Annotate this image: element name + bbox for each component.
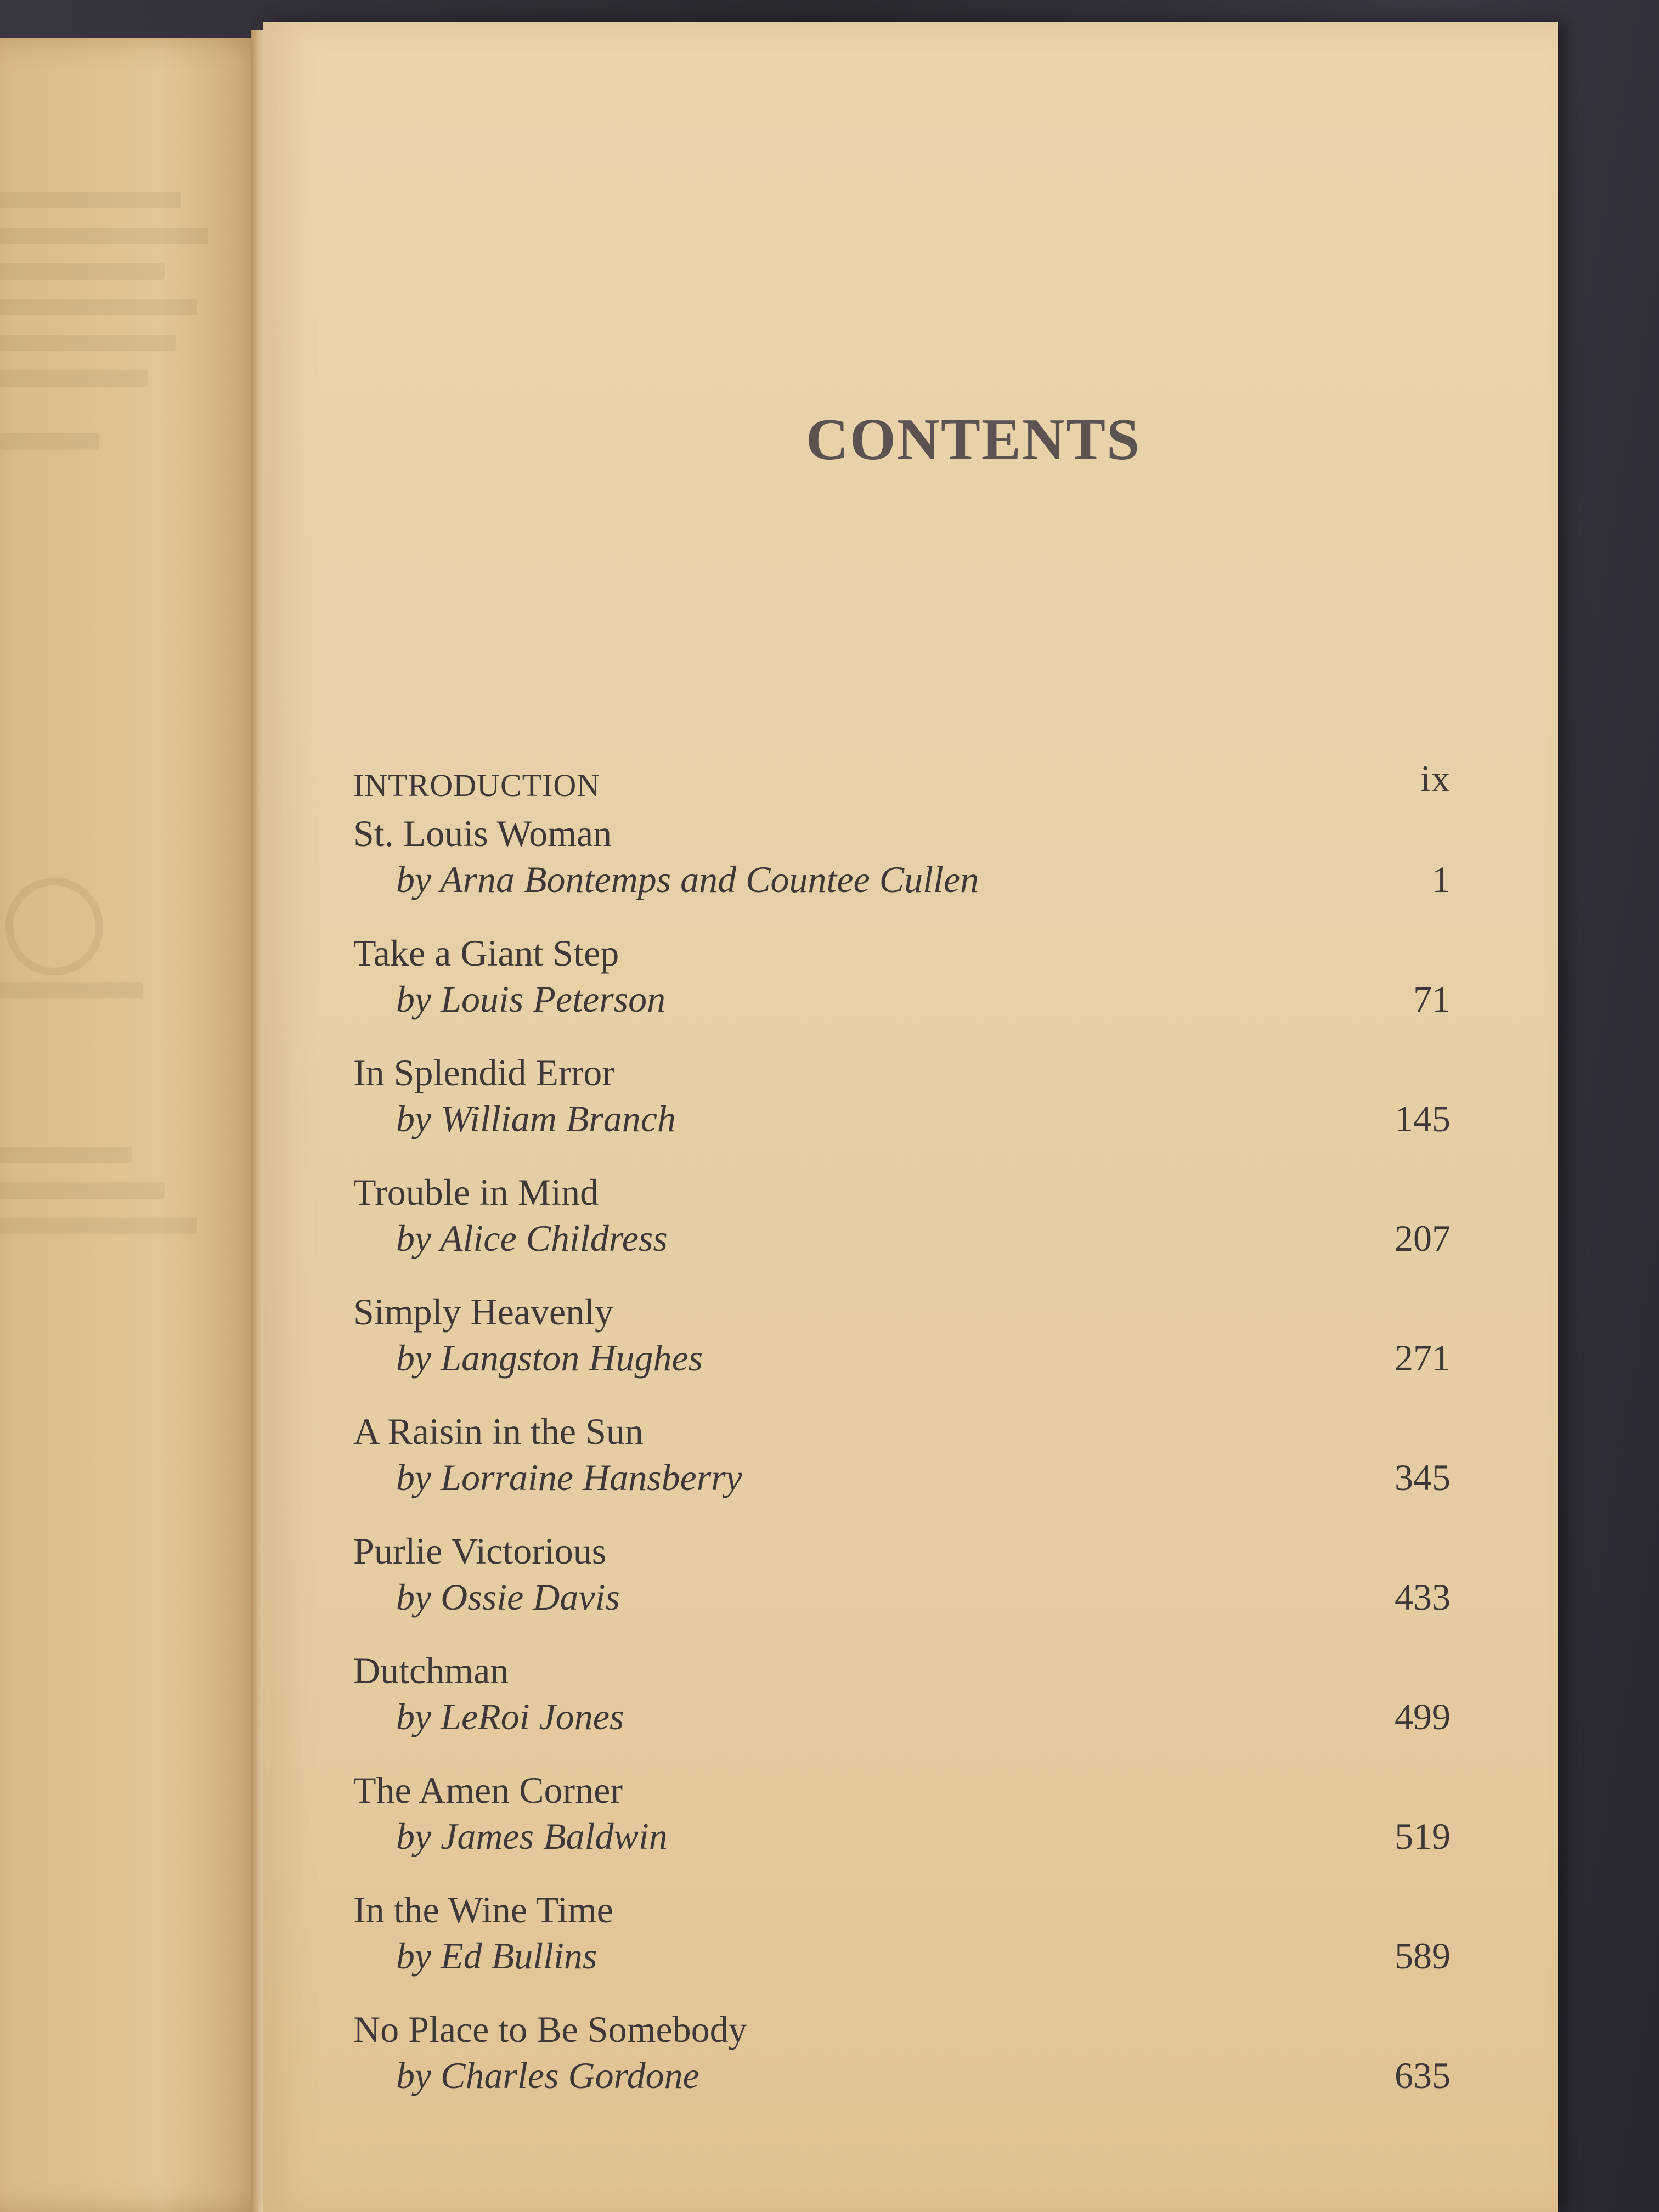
toc-entry	[353, 1888, 1451, 2008]
toc-entry	[353, 1649, 1451, 1769]
toc-entry	[353, 1769, 1451, 1888]
introduction-label: INTRODUCTION	[353, 768, 601, 803]
left-page	[0, 38, 269, 2212]
page-number: 145	[1395, 1098, 1451, 1139]
page-number: 71	[1413, 978, 1451, 1020]
toc-entry	[353, 1290, 1451, 1410]
bleed-through-text	[0, 370, 148, 387]
bleed-through-text	[0, 299, 198, 315]
bleed-through-text	[0, 982, 143, 998]
toc-entry	[353, 1051, 1451, 1171]
play-title: Purlie Victorious	[353, 1530, 607, 1572]
toc-entry	[353, 812, 1451, 932]
page-number: 589	[1395, 1935, 1451, 1977]
play-title: Take a Giant Step	[353, 932, 619, 974]
play-author: by Arna Bontemps and Countee Cullen	[396, 859, 979, 900]
bleed-through-text	[0, 1218, 198, 1234]
bleed-through-text	[0, 263, 165, 280]
introduction-page-number: ix	[1420, 758, 1451, 799]
contents-page	[263, 22, 1558, 2212]
play-title: In Splendid Error	[353, 1052, 614, 1093]
play-title: No Place to Be Somebody	[353, 2008, 747, 2050]
page-number: 1	[1432, 859, 1451, 900]
play-author: by William Branch	[396, 1098, 676, 1139]
play-author: by Ossie Davis	[396, 1576, 620, 1618]
play-author: by Alice Childress	[396, 1217, 668, 1259]
play-author: by Ed Bullins	[396, 1935, 597, 1977]
play-author: by James Baldwin	[396, 1815, 668, 1857]
play-title: Simply Heavenly	[353, 1291, 614, 1333]
table-of-contents	[353, 757, 1451, 2128]
bleed-through-text	[0, 1147, 132, 1163]
play-title: In the Wine Time	[353, 1889, 613, 1931]
toc-entry	[353, 2008, 1451, 2128]
page-number: 271	[1395, 1337, 1451, 1379]
bleed-through-text	[0, 335, 176, 351]
bleed-through-logo	[5, 878, 103, 975]
page-number: 519	[1395, 1815, 1451, 1857]
play-title: A Raisin in the Sun	[353, 1410, 644, 1452]
bleed-through-text	[0, 228, 208, 244]
page-number: 207	[1395, 1217, 1451, 1259]
play-author: by Louis Peterson	[396, 978, 666, 1020]
toc-entry	[353, 1530, 1451, 1649]
play-author: by LeRoi Jones	[396, 1696, 624, 1737]
bleed-through-text	[0, 192, 181, 208]
toc-entry	[353, 1410, 1451, 1530]
play-author: by Lorraine Hansberry	[396, 1457, 742, 1498]
toc-introduction	[353, 757, 1451, 812]
play-title: The Amen Corner	[353, 1769, 623, 1811]
play-author: by Charles Gordone	[396, 2055, 699, 2096]
page-title: CONTENTS	[805, 407, 1141, 472]
page-number: 433	[1395, 1576, 1451, 1618]
page-number: 499	[1395, 1696, 1451, 1737]
bleed-through-text	[0, 1182, 165, 1199]
play-title: Trouble in Mind	[353, 1171, 599, 1213]
bleed-through-text	[0, 433, 99, 450]
page-number: 635	[1395, 2055, 1451, 2096]
toc-entry	[353, 1171, 1451, 1290]
play-title: St. Louis Woman	[353, 812, 612, 854]
page-number: 345	[1395, 1457, 1451, 1498]
play-title: Dutchman	[353, 1650, 509, 1691]
toc-entry	[353, 932, 1451, 1051]
play-author: by Langston Hughes	[396, 1337, 703, 1379]
